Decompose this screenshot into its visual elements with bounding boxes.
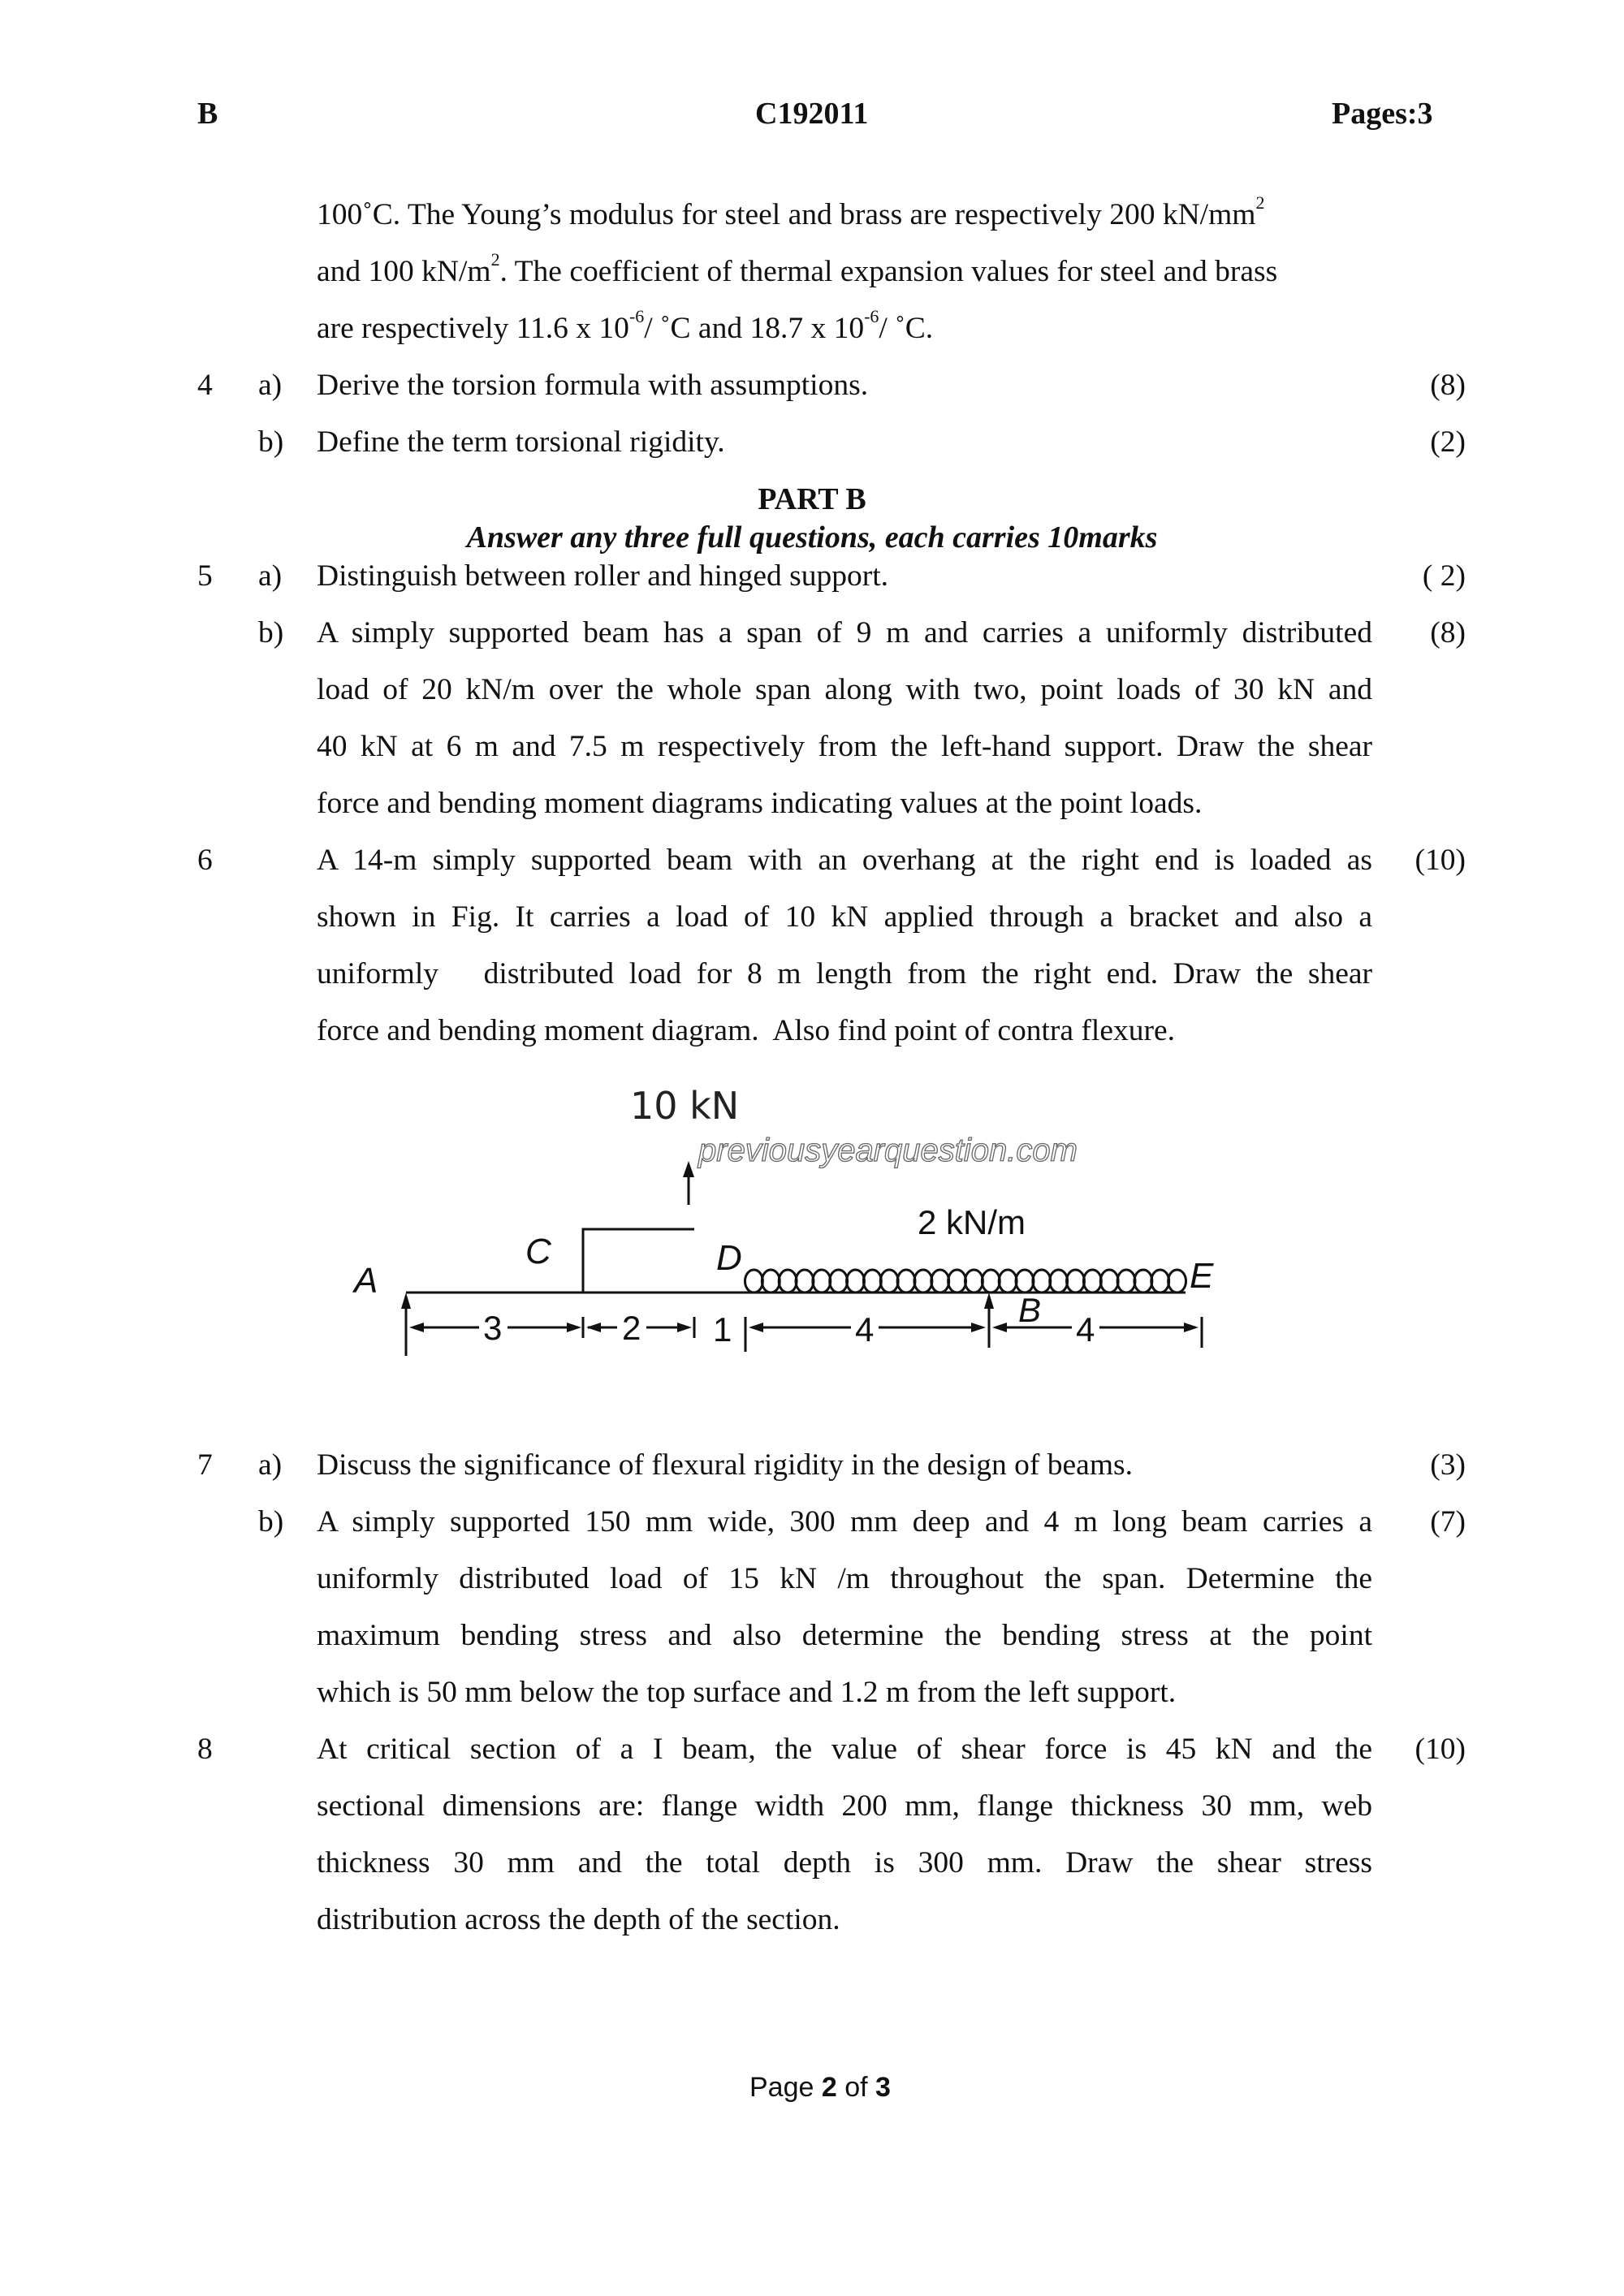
dimension-arrowhead xyxy=(749,1323,763,1332)
q3-cont-line-1: 100˚C. The Young’s modulus for steel and brass are respectively 200 $kN/mm^2$ xyxy=(317,192,1265,231)
udl-coil xyxy=(982,1270,1000,1293)
dimension-arrowhead xyxy=(586,1323,601,1332)
subpart-label: b) xyxy=(258,1505,284,1539)
marks: (8) xyxy=(1430,616,1466,650)
question-text-line: which is 50 mm below the top surface and 1.2 m from the left support. xyxy=(317,1676,1177,1709)
marks: (8) xyxy=(1430,369,1466,402)
question-text-line: thickness 30 mm and the total depth is 300 mm. Draw the shear stress xyxy=(317,1846,1372,1880)
reaction-b-arrowhead xyxy=(984,1293,994,1309)
question-text-line: uniformly distributed load for 8 m length from the right end. Draw the shear xyxy=(317,957,1372,990)
question-text-line: force and bending moment diagram. Also find point of contra flexure. xyxy=(317,1014,1175,1047)
udl-coil xyxy=(1168,1270,1186,1293)
question-text: Derive the torsion formula with assumptions. xyxy=(317,369,869,402)
dimension-label: 1 xyxy=(713,1310,732,1349)
marks: (7) xyxy=(1430,1505,1466,1539)
part-b-instruction: Answer any three full questions, each carries 10marks xyxy=(466,520,1158,555)
udl-coil xyxy=(897,1270,915,1293)
udl-coil xyxy=(745,1270,762,1293)
header-paper-set: B xyxy=(197,97,218,131)
marks: (3) xyxy=(1430,1448,1466,1482)
header-page-count: Pages:3 xyxy=(1332,97,1433,131)
udl-coil xyxy=(931,1270,949,1293)
udl-coil xyxy=(1134,1270,1152,1293)
load-label: 10 kN xyxy=(630,1084,740,1128)
udl-coil xyxy=(948,1270,966,1293)
udl-coil xyxy=(1033,1270,1051,1293)
udl-coil xyxy=(1050,1270,1068,1293)
point-b-label: B xyxy=(1018,1291,1042,1329)
question-text-line: At critical section of a I beam, the value of shear force is 45 kN and the xyxy=(317,1733,1372,1766)
udl-coil xyxy=(1151,1270,1169,1293)
question-text-line: distribution across the depth of the section. xyxy=(317,1903,840,1936)
subpart-label: a) xyxy=(258,559,283,593)
question-text-line: uniformly distributed load of 15 kN /m throughout the span. Determine the xyxy=(317,1562,1372,1595)
point-d-label: D xyxy=(716,1238,742,1278)
question-text-line: A simply supported beam has a span of 9 m and carries a uniformly distributed xyxy=(317,616,1372,650)
udl-coil xyxy=(762,1270,780,1293)
subpart-label: b) xyxy=(258,616,284,650)
marks: (10) xyxy=(1415,1733,1466,1766)
point-c-label: C xyxy=(525,1232,551,1271)
udl-coil xyxy=(779,1270,797,1293)
question-text: Define the term torsional rigidity. xyxy=(317,425,725,459)
question-text: Discuss the significance of flexural rigidity in the design of beams. xyxy=(317,1448,1133,1482)
dimension-label: 3 xyxy=(483,1309,503,1347)
question-number: 5 xyxy=(197,559,213,593)
watermark: previousyearquestion.com xyxy=(698,1133,1078,1168)
udl-coil xyxy=(1100,1270,1118,1293)
marks: ( 2) xyxy=(1422,559,1466,593)
question-text-line: load of 20 kN/m over the whole span along with two, point loads of 30 kN and xyxy=(317,673,1372,706)
question-number: 4 xyxy=(197,369,213,402)
subpart-label: a) xyxy=(258,369,283,402)
dimension-arrowhead xyxy=(409,1323,424,1332)
marks: (2) xyxy=(1430,425,1466,459)
udl-coil xyxy=(965,1270,983,1293)
subpart-label: a) xyxy=(258,1448,283,1482)
question-text-line: sectional dimensions are: flange width 200 mm, flange thickness 30 mm, web xyxy=(317,1789,1372,1823)
question-number: 7 xyxy=(197,1448,213,1482)
udl-coil xyxy=(1016,1270,1034,1293)
dimension-label: 4 xyxy=(855,1310,875,1349)
question-text-line: 40 kN at 6 m and 7.5 m respectively from the left-hand support. Draw the shear xyxy=(317,730,1372,763)
question-text-line: maximum bending stress and also determine the bending stress at the point xyxy=(317,1619,1372,1652)
bracket xyxy=(583,1229,694,1293)
header-paper-code: C192011 xyxy=(755,97,869,131)
q3-cont-line-2: and 100 $kN/m^2$. The coefficient of thermal expansion values for steel and brass xyxy=(317,249,1278,288)
reaction-a-arrowhead xyxy=(401,1293,411,1309)
point-e-label: E xyxy=(1190,1256,1214,1296)
question-number: 8 xyxy=(197,1733,213,1766)
udl-coil xyxy=(1067,1270,1085,1293)
q3-cont-line-3: are respectively 11.6 x $10^{-6}/$ ˚C and 18.7 x $10^{-6}/$ ˚C. xyxy=(317,306,934,345)
subpart-label: b) xyxy=(258,425,284,459)
dimension-arrowhead xyxy=(677,1323,692,1332)
question-number: 6 xyxy=(197,844,213,877)
marks: (10) xyxy=(1415,844,1466,877)
dimension-arrowhead xyxy=(567,1323,581,1332)
part-b-title: PART B xyxy=(758,482,866,516)
question-text-line: A simply supported 150 mm wide, 300 mm deep and 4 m long beam carries a xyxy=(317,1505,1372,1539)
page-footer: Page 2 of 3 xyxy=(749,2072,891,2103)
udl-coil xyxy=(914,1270,932,1293)
udl-label: 2 kN/m xyxy=(918,1203,1026,1241)
point-a-label: A xyxy=(354,1261,378,1301)
question-text-line: A 14-m simply supported beam with an overhang at the right end is loaded as xyxy=(317,844,1372,877)
dimension-arrowhead xyxy=(992,1323,1007,1332)
udl xyxy=(745,1270,1186,1293)
udl-coil xyxy=(796,1270,814,1293)
dimension-arrowhead xyxy=(1184,1323,1199,1332)
udl-coil xyxy=(880,1270,898,1293)
question-text-line: shown in Fig. It carries a load of 10 kN applied through a bracket and also a xyxy=(317,900,1372,934)
question-text-line: force and bending moment diagrams indicating values at the point loads. xyxy=(317,787,1203,820)
dimension-arrowhead xyxy=(971,1323,986,1332)
dimension-label: 2 xyxy=(622,1309,641,1347)
udl-coil xyxy=(1083,1270,1101,1293)
udl-coil xyxy=(830,1270,848,1293)
udl-coil xyxy=(1117,1270,1135,1293)
question-text: Distinguish between roller and hinged support. xyxy=(317,559,889,593)
udl-coil xyxy=(999,1270,1017,1293)
udl-coil xyxy=(863,1270,881,1293)
udl-coil xyxy=(847,1270,865,1293)
point-load-arrowhead xyxy=(683,1161,694,1177)
beam-diagram xyxy=(341,1080,1259,1388)
dimension-label: 4 xyxy=(1076,1310,1095,1349)
udl-coil xyxy=(813,1270,831,1293)
